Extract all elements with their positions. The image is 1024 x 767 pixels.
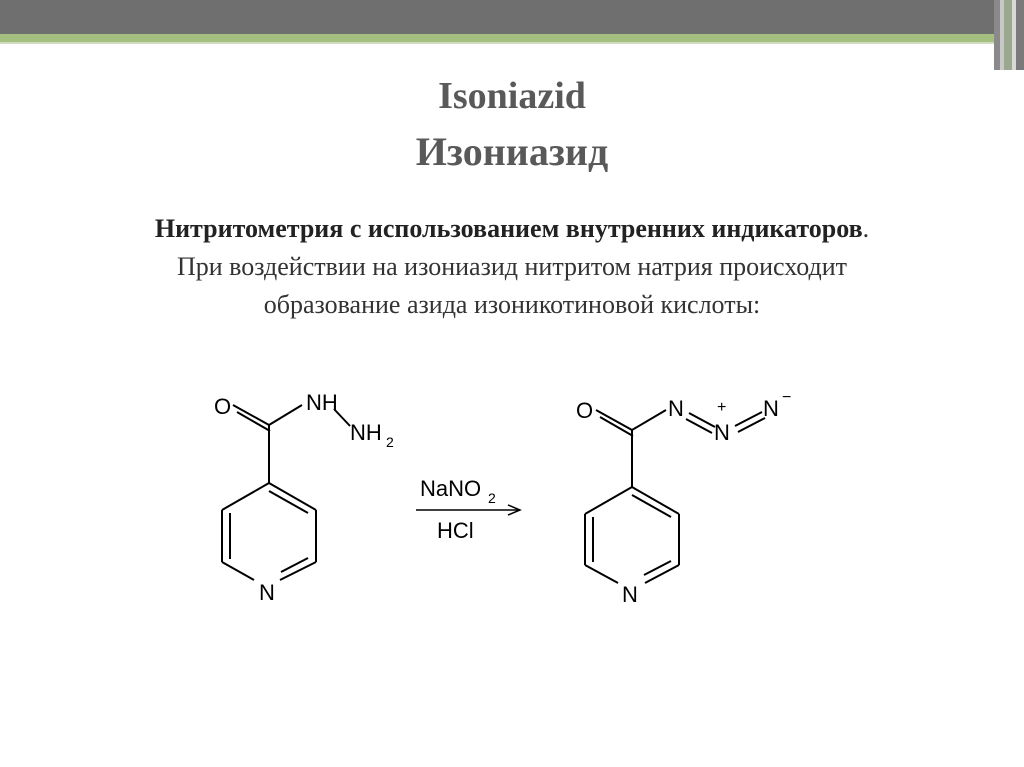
description-line-2: образование азида изоникотиновой кислоты:: [263, 290, 761, 319]
isoniazid-nh2-subscript: 2: [386, 434, 394, 450]
method-heading: Нитритометрия с использованием внутренних индикаторов: [154, 214, 863, 243]
isoniazid-nh2-label: NH: [350, 420, 382, 445]
reagent-hcl-label: HCl: [437, 518, 474, 543]
azide-oxygen-label: O: [576, 398, 594, 423]
slide-corner-stripes: [994, 0, 1024, 70]
isoniazid-oxygen-label: O: [214, 394, 232, 419]
azide-plus-charge: +: [717, 399, 727, 416]
slide-accent-bar: [0, 34, 1024, 42]
reagent-nano2-subscript: 2: [488, 490, 496, 506]
isoniazid-nh-label: NH: [306, 390, 338, 415]
azide-n2-label: N: [714, 420, 730, 445]
description-text: [30, 210, 994, 324]
azide-ring-nitrogen: N: [622, 582, 638, 607]
reagent-nano2-label: NaNO: [420, 476, 482, 501]
azide-n1-label: N: [668, 396, 684, 421]
isoniazid-structure: [222, 405, 350, 580]
description-line-1: При воздействии на изониазид нитритом натрия происходит: [176, 252, 848, 281]
azide-n3-label: N: [763, 396, 779, 421]
isoniazid-ring-nitrogen: N: [259, 580, 275, 605]
slide-accent-line: [0, 42, 1024, 44]
title-russian: Изониазид: [415, 129, 609, 174]
reaction-arrow: [416, 505, 520, 515]
reaction-scheme: [0, 360, 1024, 620]
title-english: Isoniazid: [438, 75, 586, 117]
heading-period: .: [862, 214, 870, 243]
slide-top-bar: [0, 0, 1024, 34]
isonicotinic-azide-structure: [585, 410, 765, 583]
azide-minus-charge: −: [782, 389, 792, 406]
